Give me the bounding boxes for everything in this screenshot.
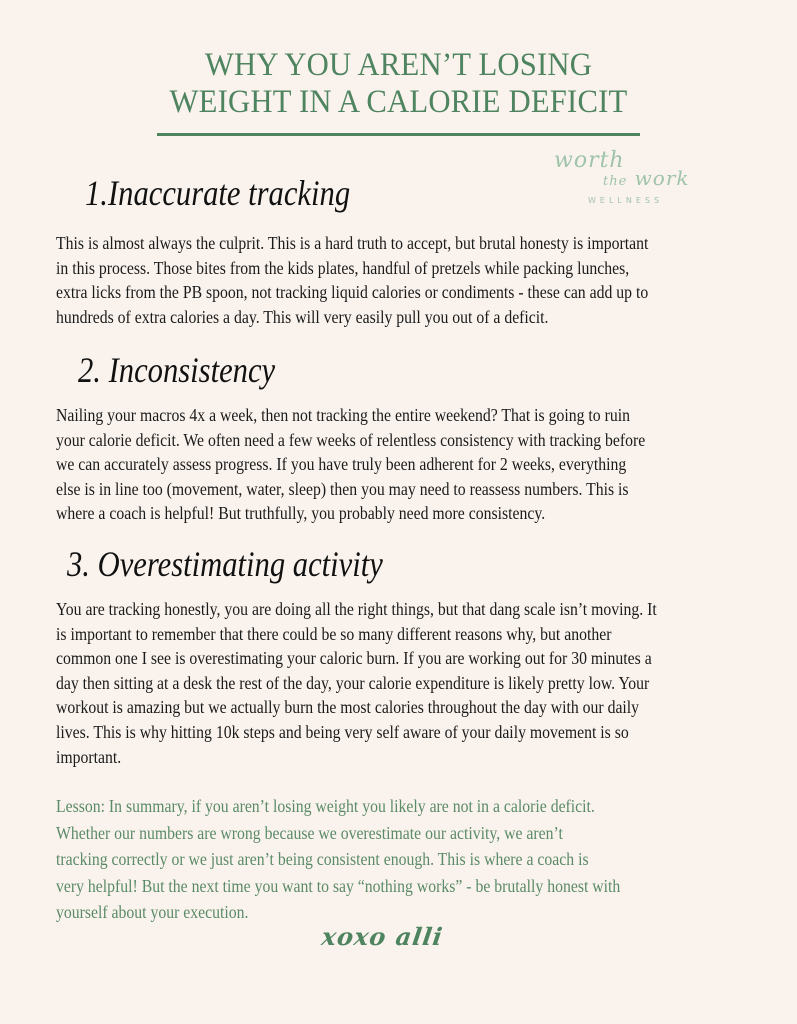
logo-word-worth: worth (554, 148, 625, 173)
section-body-overestimating-activity (56, 597, 740, 769)
lesson-line: Whether our numbers are wrong because we overestimate our activity, we aren’t (56, 822, 563, 843)
body-line: where a coach is helpful! But truthfully, you probably need more consistency. (56, 503, 546, 524)
logo-word-work: work (634, 166, 690, 190)
page-title (28, 47, 769, 121)
body-line: This is almost always the culprit. This is a hard truth to accept, but brutal honesty is important (56, 233, 649, 253)
logo-word-the: the (603, 174, 628, 189)
lesson-line: tracking correctly or we just aren’t being consistent enough. This is where a coach is (56, 849, 589, 869)
lesson-line: very helpful! But the next time you want to say “nothing works” - be brutally honest with (56, 875, 621, 896)
body-line: common one I see is overestimating your caloric burn. If you are working out for 30 minutes a (56, 648, 652, 669)
lesson-line: Lesson: In summary, if you aren’t losing weight you likely are not in a calorie deficit. (56, 796, 595, 816)
body-line: extra licks from the PB spoon, not tracking liquid calories or condiments - these can add up to (56, 282, 649, 303)
section-heading-inaccurate-tracking: 1.Inaccurate tracking (85, 173, 351, 213)
title-line-1: WHY YOU AREN’T LOSING (204, 47, 593, 83)
body-line: workout is amazing but we actually burn the most calories throughout the day with our daily (56, 697, 640, 718)
body-line: we can accurately assess progress. If you have truly been adherent for 2 weeks, everything (56, 454, 627, 475)
body-line: lives. This is why hitting 10k steps and being very self aware of your daily movement is so (56, 721, 629, 742)
lesson-summary (56, 793, 749, 926)
body-line: hundreds of extra calories a day. This will very easily pull you out of a deficit. (56, 306, 549, 327)
body-line: Nailing your macros 4x a week, then not tracking the entire weekend? That is going to ruin (56, 405, 630, 425)
body-line: You are tracking honestly, you are doing all the right things, but that dang scale isn’t moving. It (56, 599, 657, 619)
body-line: important. (56, 746, 122, 767)
body-line: in this process. Those bites from the kids plates, handful of pretzels while packing lunches, (56, 257, 630, 278)
title-line-2: WEIGHT IN A CALORIE DEFICIT (169, 84, 628, 120)
lesson-line: yourself about your execution. (56, 902, 249, 922)
body-line: day then sitting at a desk the rest of the day, your calorie expenditure is likely pretty low. Your (56, 672, 650, 693)
logo-tagline: WELLNESS (588, 196, 664, 205)
section-body-inconsistency (56, 403, 740, 526)
title-divider (157, 133, 640, 136)
section-heading-inconsistency: 2. Inconsistency (78, 350, 276, 390)
body-line: your calorie deficit. We often need a few weeks of relentless consistency with tracking before (56, 429, 646, 450)
signature: xoxo alli (319, 922, 445, 951)
logo-word-the-work (603, 166, 690, 190)
brand-logo (548, 148, 698, 210)
section-heading-overestimating-activity: 3. Overestimating activity (67, 544, 383, 584)
body-line: else is in line too (movement, water, sleep) then you may need to reassess numbers. This is (56, 478, 629, 499)
body-line: is important to remember that there could be so many different reasons why, but another (56, 623, 612, 644)
section-body-inaccurate-tracking (56, 231, 740, 329)
